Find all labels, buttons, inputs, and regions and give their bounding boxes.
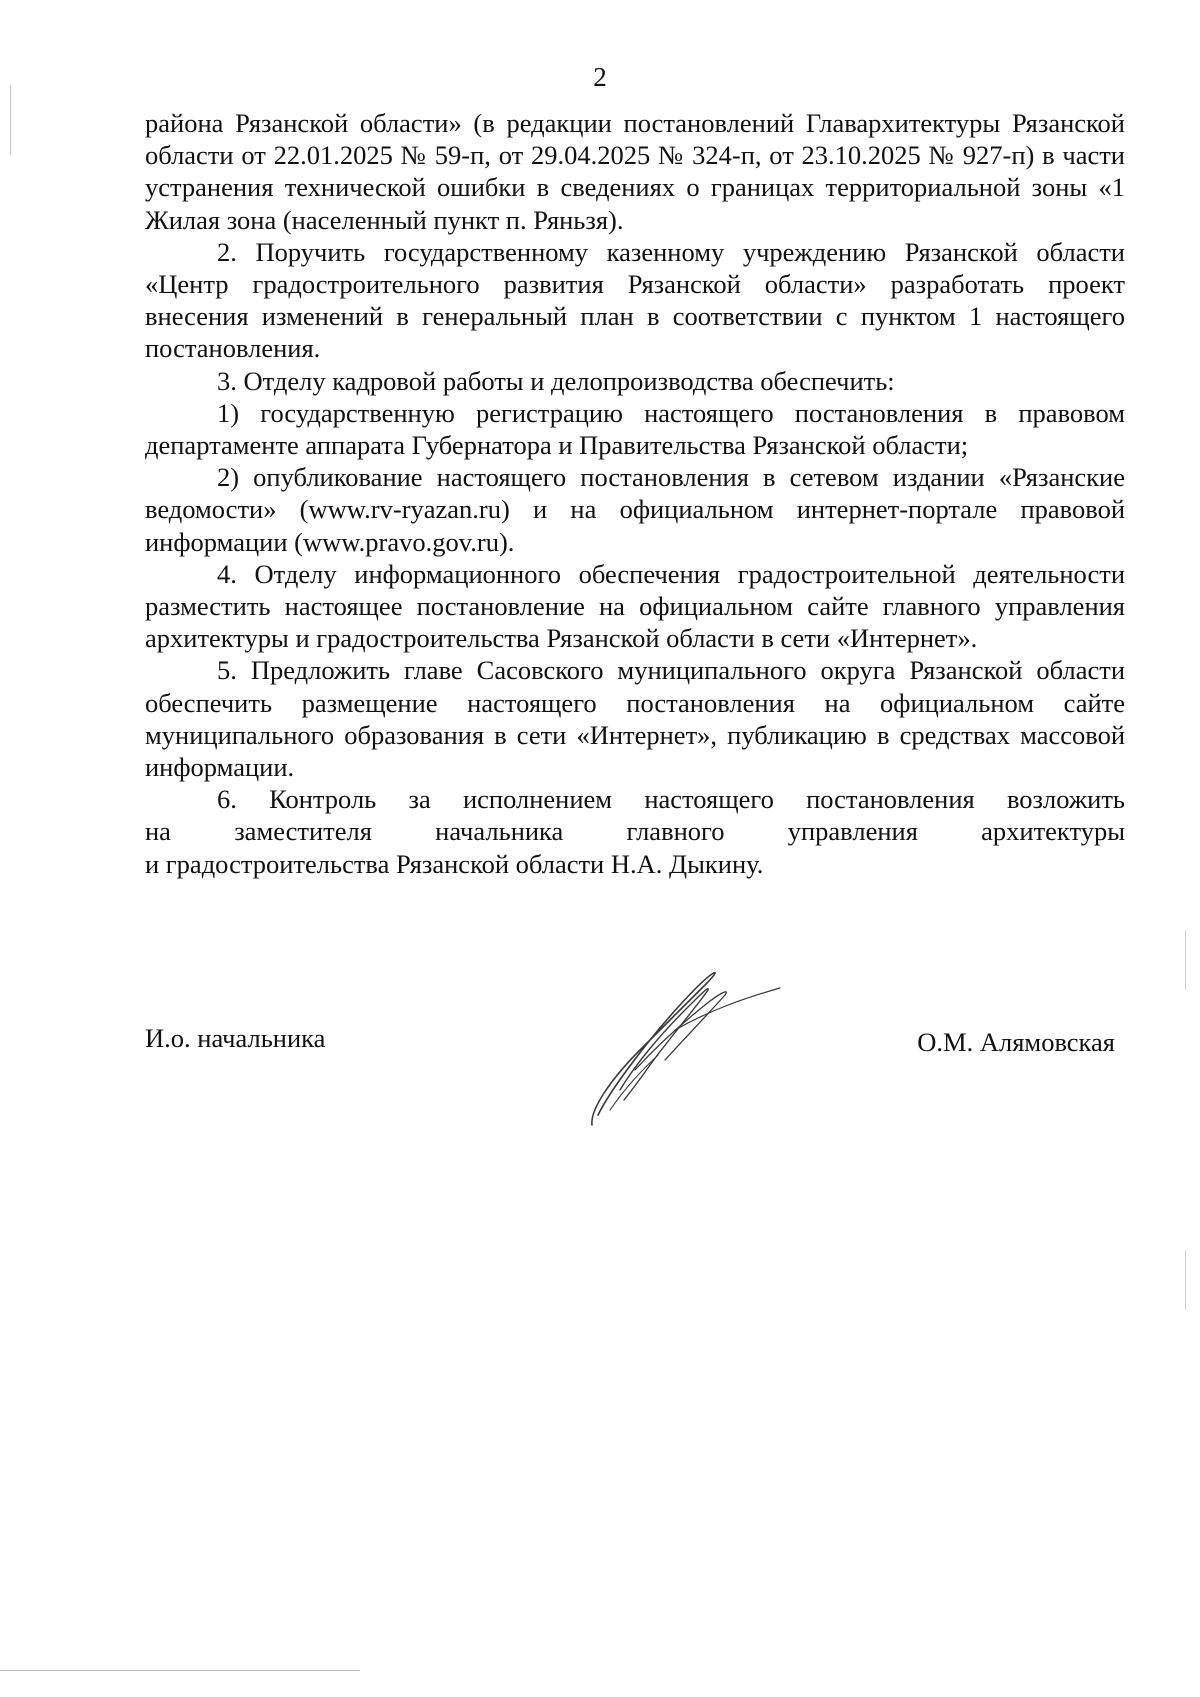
scan-edge-mark-left [10,85,11,155]
handwritten-signature-icon [580,960,790,1130]
paragraph-item-5: 5. Предложить главе Сасовского муниципального округа Рязанской области обеспечить размещение настоящего постановления на официальном сайте муниципального образования в сети «Интернет», публикацию в средствах массовой информации. [145,655,1125,783]
page-number: 2 [593,62,607,92]
signatory-position: И.о. начальника [145,1023,326,1053]
scan-edge-mark-bottom [0,1670,360,1671]
paragraph-item-3: 3. Отделу кадровой работы и делопроизводства обеспечить: [217,365,895,396]
signatory-name: О.М. Алямовская [917,1027,1115,1057]
scan-edge-mark-right-lower [1185,1250,1186,1310]
document-body [145,107,1125,880]
paragraph-item-6-line-1: 6. Контроль за исполнением настоящего постановления возложить [217,784,1125,815]
paragraph-subitem-3-2: 2) опубликование настоящего постановления в сетевом издании «Рязанские ведомости» (www.rv-ryazan.ru) и на официальном интернет-портале правовой информации (www.pravo.gov.ru). [145,462,1125,557]
paragraph-item-4: 4. Отделу информационного обеспечения градостроительной деятельности разместить настоящее постановление на официальном сайте главного управления архитектуры и градостроительства Рязанской области в сети «Интернет». [145,558,1125,654]
paragraph-continuation: района Рязанской области» (в редакции постановлений Главархитектуры Рязанской области от 22.01.2025 № 59-п, от 29.04.2025 № 324-п, от 23.10.2025 № 927-п) в части устранения технической ошибки в сведениях о границах территориальной зоны «1 Жилая зона (населенный пункт п. Ряньзя). [145,108,1125,235]
paragraph-subitem-3-1: 1) государственную регистрацию настоящего постановления в правовом департаменте аппарата Губернатора и Правительства Рязанской области; [145,397,1125,461]
scan-edge-mark-right-upper [1185,930,1186,990]
paragraph-item-2: 2. Поручить государственному казенному учреждению Рязанской области «Центр градостроительного развития Рязанской области» разработать проект внесения изменений в генеральный план в соответствии с пунктом 1 настоящего постановления. [145,236,1125,364]
paragraph-item-6-line-3: и градостроительства Рязанской области Н.А. Дыкину. [145,848,764,879]
paragraph-item-6-line-2: на заместителя начальника главного управления архитектуры [145,816,1125,847]
